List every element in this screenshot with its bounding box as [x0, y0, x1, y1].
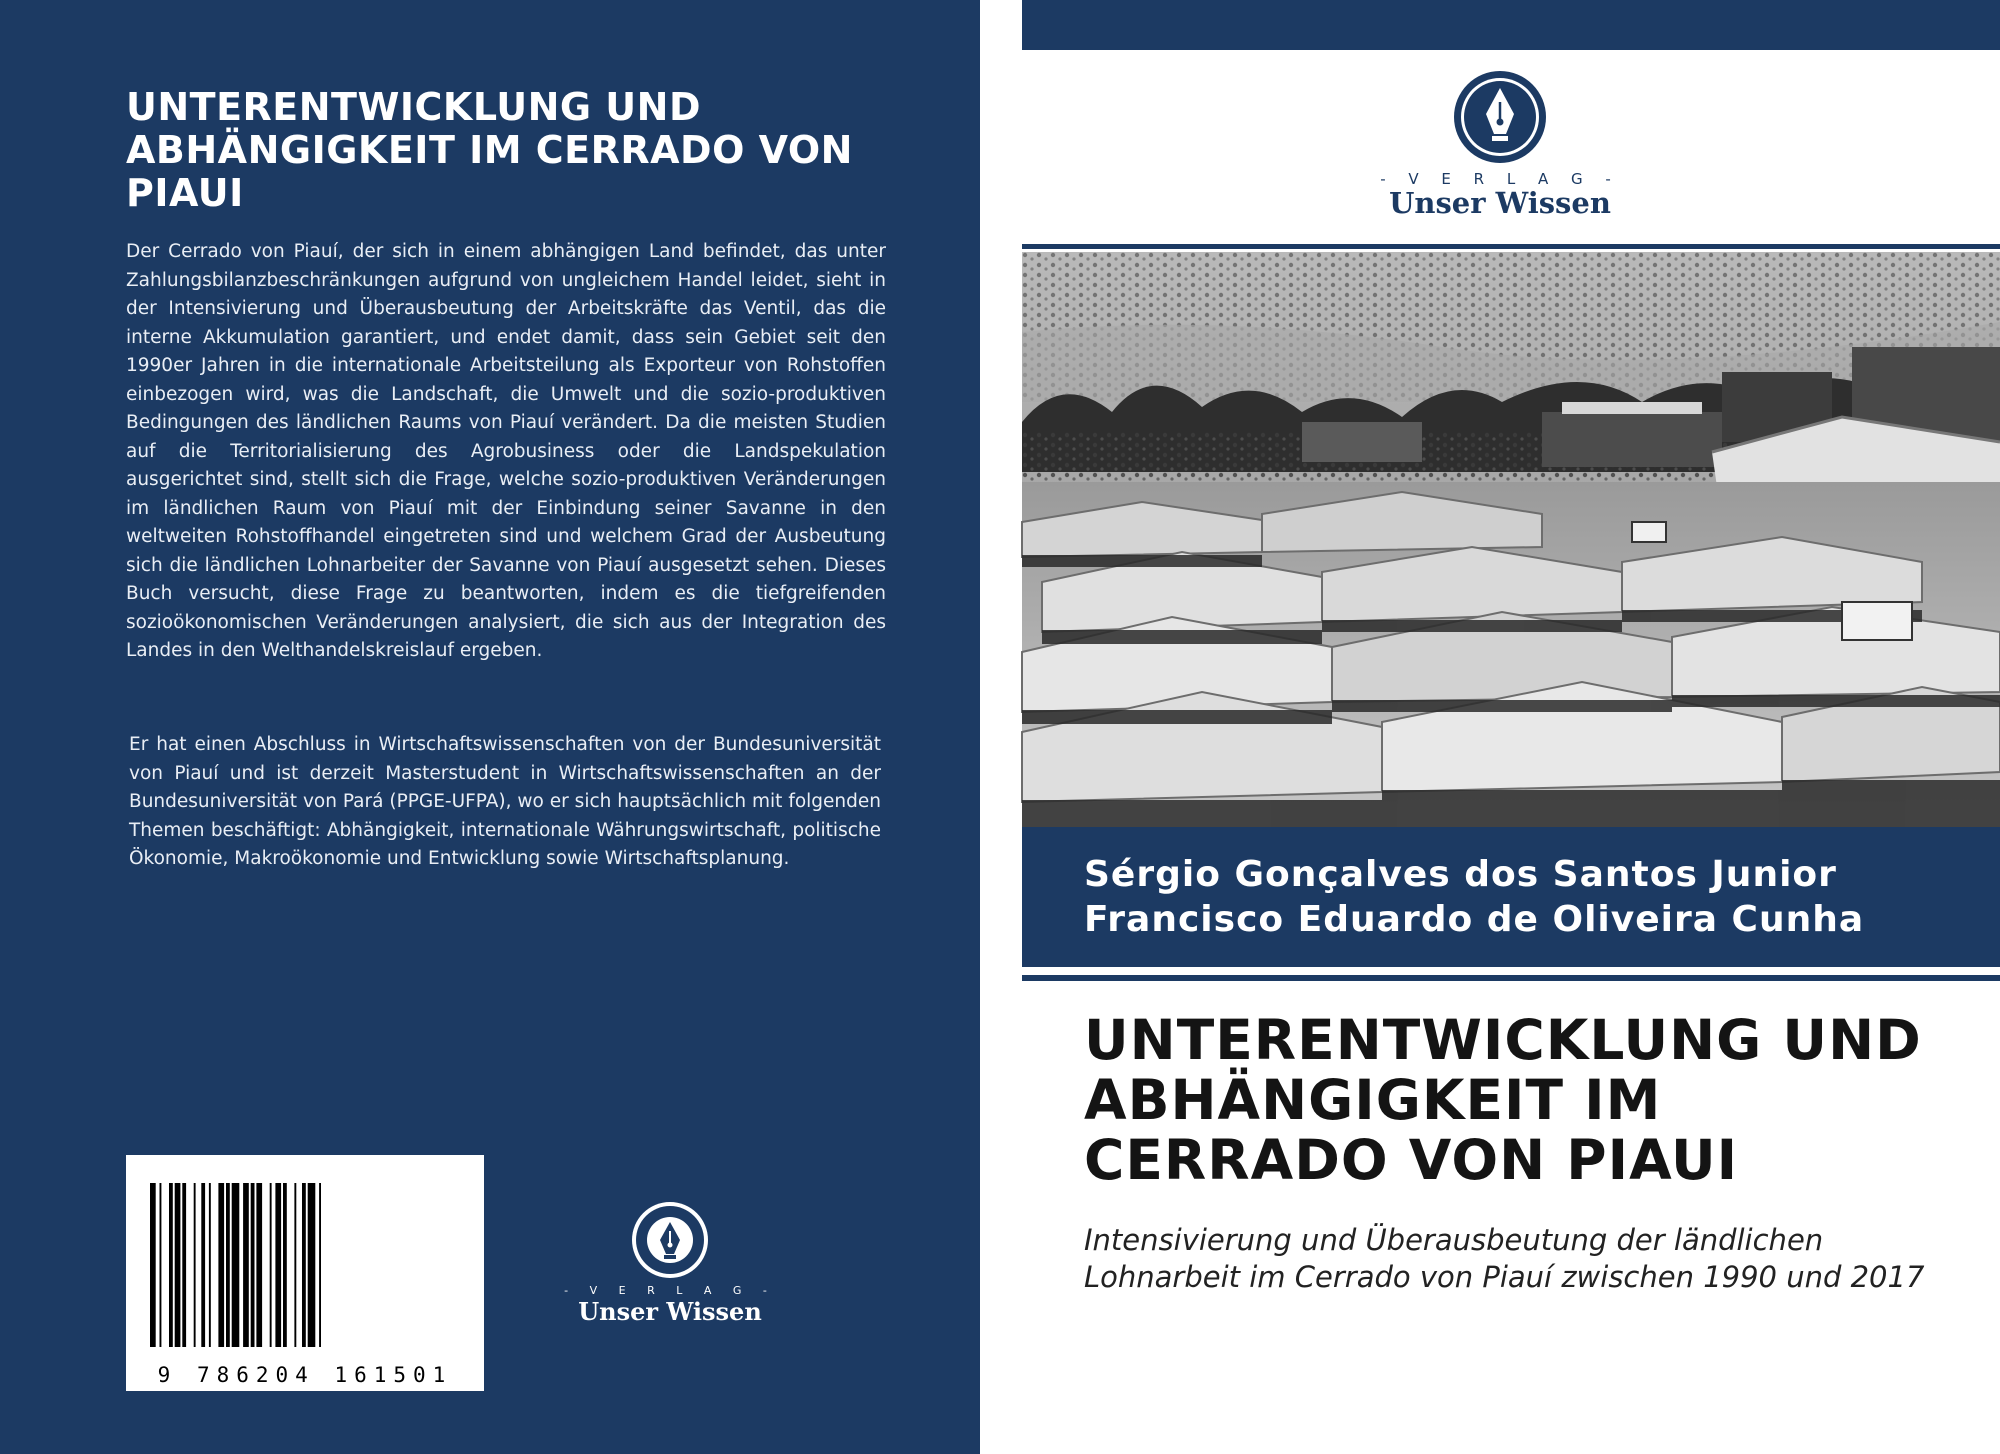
- barcode-bar: [308, 1183, 316, 1347]
- authors-bottom-rule: [1022, 975, 2000, 981]
- barcode-icon: [126, 1155, 484, 1391]
- barcode-bar: [175, 1183, 181, 1347]
- barcode-bar: [169, 1183, 173, 1347]
- barcode-bar: [218, 1183, 224, 1347]
- publisher-verlag-label: - V E R L A G -: [564, 1284, 776, 1297]
- barcode-bar: [209, 1183, 211, 1347]
- book-title: UNTERENTWICKLUNG UND ABHÄNGIGKEIT IM CERRADO VON PIAUI: [1084, 1008, 1922, 1192]
- publisher-verlag-label: - V E R L A G -: [1380, 170, 1620, 188]
- barcode-bar: [243, 1183, 249, 1347]
- barcode-bar: [302, 1183, 306, 1347]
- publisher-name: Unser Wissen: [1389, 186, 1611, 220]
- barcode-bar: [294, 1183, 296, 1347]
- publisher-logo-small: [564, 1200, 776, 1330]
- barcode-bar: [232, 1183, 240, 1347]
- barcode-bar: [275, 1183, 281, 1347]
- back-cover-blurb: Der Cerrado von Piauí, der sich in einem abhängigen Land befindet, das unter Zahlungsbilanzbeschränkungen aufgrund von ungleichem Handel leidet, sieht in der Intensivierung und Überausbeutung der Arbeitskräfte das Ventil, das die interne Akkumulation garantiert, und endet damit, dass sein Gebiet seit den 1990er Jahren in die internationale Arbeitsteilung als Exporteur von Rohstoffen einbezogen wird, was die Landschaft, die Umwelt und die sozio-produktiven Bedingungen des ländlichen Raums von Piauí verändert. Da die meisten Studien auf die Territorialisierung des Agrobusiness oder die Landspekulation ausgerichtet sind, stellt sich die Frage, welche sozio-produktiven Veränderungen im ländlichen Raum von Piauí mit der Einbindung seiner Savanne in den weltweiten Rohstoffhandel eingetreten sind und welchem Grad der Ausbeutung sich die ländlichen Lohnarbeiter der Savanne von Piauí ausgesetzt sehen. Dieses Buch versucht, diese Frage zu beantworten, indem es die tiefgreifenden sozioökonomischen Veränderungen analysiert, die sich aus der Integration des Landes in den Welthandelskreislauf ergeben.: [126, 241, 886, 661]
- authors-band: [1022, 827, 2000, 967]
- barcode-bar: [150, 1183, 156, 1347]
- barcode-bar: [160, 1183, 162, 1347]
- barcode-bar: [251, 1183, 255, 1347]
- author-name: Sérgio Gonçalves dos Santos Junior: [1084, 854, 1837, 895]
- barcode-bar: [283, 1183, 287, 1347]
- barcode-bar: [201, 1183, 205, 1347]
- cover-photo-market: [1022, 252, 2000, 827]
- spine-gap: [980, 0, 1022, 1454]
- book-subtitle: Intensivierung und Überausbeutung der ländlichen Lohnarbeit im Cerrado von Piauí zwischen 1990 und 2017: [1084, 1223, 1925, 1294]
- isbn-digits: 9 786204 161501: [157, 1363, 453, 1387]
- front-top-bar: [1022, 0, 2000, 50]
- back-cover-title: UNTERENTWICKLUNG UND ABHÄNGIGKEIT IM CERRADO VON PIAUI: [126, 85, 853, 215]
- back-cover: [0, 0, 980, 1454]
- barcode-bar: [319, 1183, 321, 1347]
- publisher-name: Unser Wissen: [578, 1297, 762, 1326]
- barcode-bar: [194, 1183, 196, 1347]
- barcode-bar: [270, 1183, 272, 1347]
- publisher-logo: [1380, 66, 1620, 226]
- author-name: Francisco Eduardo de Oliveira Cunha: [1084, 899, 1865, 940]
- barcode-bar: [256, 1183, 262, 1347]
- author-bio: Er hat einen Abschluss in Wirtschaftswissenschaften von der Bundesuniversität von Piauí und ist derzeit Masterstudent in Wirtschaftswissenschaften an der Bundesuniversität von Pará (PPGE-UFPA), wo er sich hauptsächlich mit folgenden Themen beschäftigt: Abhängigkeit, internationale Währungswirtschaft, politische Ökonomie, Makroökonomie und Entwicklung sowie Wirtschaftsplanung.: [129, 734, 881, 869]
- barcode-bar: [226, 1183, 230, 1347]
- barcode-bar: [182, 1183, 186, 1347]
- isbn-barcode: [126, 1155, 484, 1391]
- photo-top-rule: [1022, 244, 2000, 249]
